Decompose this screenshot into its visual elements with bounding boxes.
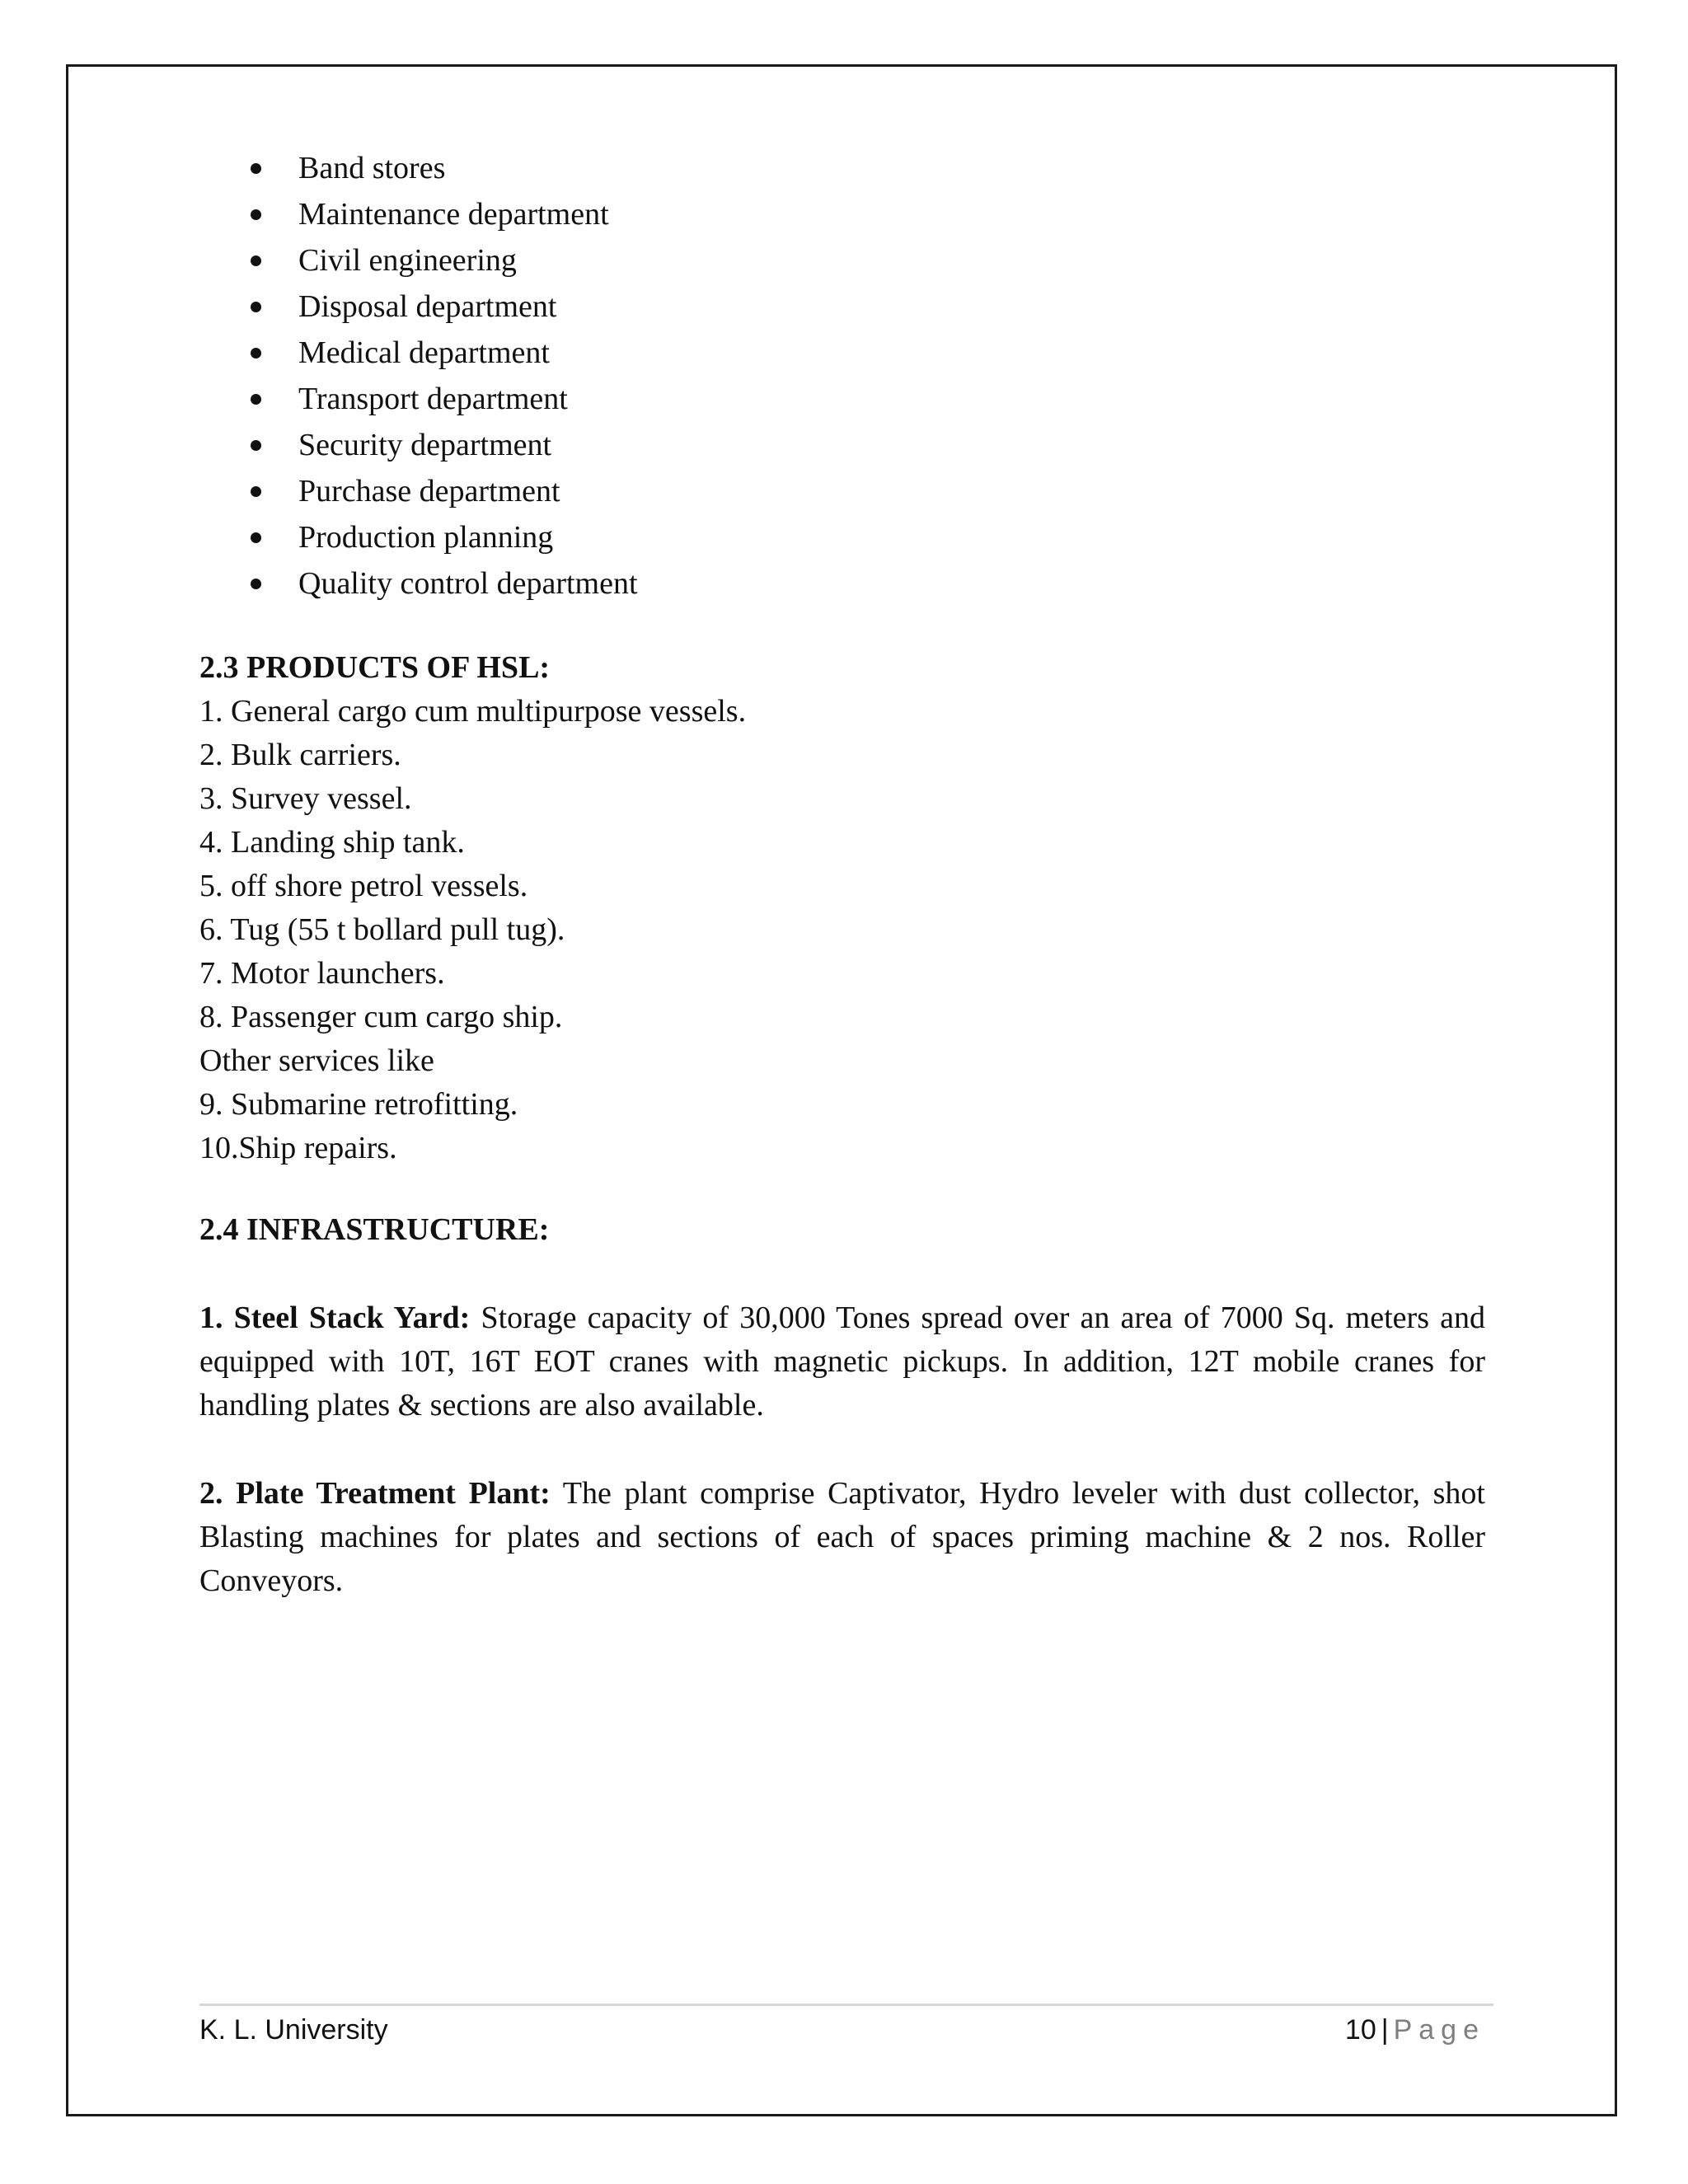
product-line: 4. Landing ship tank.	[199, 825, 465, 860]
infrastructure-heading: 2.4 INFRASTRUCTURE:	[199, 1212, 550, 1247]
bullet-icon	[251, 209, 261, 220]
list-item-label: Purchase department	[298, 474, 560, 509]
list-item	[199, 237, 1485, 284]
paragraph-title: 1. Steel Stack Yard:	[199, 1301, 471, 1335]
paragraph-title: 2. Plate Treatment Plant:	[199, 1476, 551, 1511]
list-item	[199, 422, 1485, 468]
list-item	[199, 376, 1485, 422]
bullet-icon	[251, 394, 261, 405]
product-line: 10.Ship repairs.	[199, 1131, 397, 1165]
bullet-icon	[251, 486, 261, 497]
bullet-icon	[251, 532, 261, 543]
infrastructure-paragraph	[199, 1296, 1485, 1427]
list-item-label: Transport department	[298, 382, 568, 416]
list-item	[199, 145, 1485, 191]
list-item	[199, 191, 1485, 237]
infrastructure-paragraph	[199, 1472, 1485, 1603]
product-line: 6. Tug (55 t bollard pull tug).	[199, 912, 565, 947]
page-content	[199, 145, 1485, 1603]
product-line: 2. Bulk carriers.	[199, 738, 401, 772]
list-item-label: Production planning	[298, 520, 554, 555]
bullet-icon	[251, 579, 261, 589]
bullet-icon	[251, 255, 261, 266]
paragraph-text: Storage capacity of 30,000 Tones spread over an area of 7000 Sq. meters and equipped with 10T, 16T EOT cranes with magnetic pickups. In addition, 12T mobile cranes for handling plates & sections are also available.	[199, 1301, 1485, 1422]
bullet-icon	[251, 163, 261, 174]
list-item	[199, 330, 1485, 376]
product-line: 5. off shore petrol vessels.	[199, 869, 528, 903]
bullet-icon	[251, 348, 261, 359]
product-line: 9. Submarine retrofitting.	[199, 1087, 518, 1122]
list-item-label: Quality control department	[298, 566, 638, 601]
list-item-label: Security department	[298, 428, 552, 462]
product-line: 7. Motor launchers.	[199, 956, 445, 991]
footer-separator: |	[1381, 2014, 1389, 2046]
paragraph-text: The plant comprise Captivator, Hydro leveler with dust collector, shot Blasting machines for plates and sections of each of spaces priming machine & 2 nos. Roller Conveyors.	[199, 1476, 1485, 1598]
list-item	[199, 468, 1485, 514]
list-item-label: Disposal department	[298, 289, 557, 324]
product-line: 8. Passenger cum cargo ship.	[199, 1000, 563, 1034]
bullet-icon	[251, 302, 261, 312]
list-item	[199, 560, 1485, 607]
products-heading: 2.3 PRODUCTS OF HSL:	[199, 650, 551, 685]
department-list	[199, 145, 1485, 607]
page-number: 10	[1344, 2014, 1376, 2046]
list-item-label: Maintenance department	[298, 197, 609, 232]
infrastructure-section	[199, 1208, 1485, 1603]
list-item-label: Band stores	[298, 151, 446, 185]
products-section	[199, 646, 1485, 1170]
footer-university: K. L. University	[199, 2014, 388, 2046]
product-line: 1. General cargo cum multipurpose vessels.	[199, 694, 747, 729]
page-label: Page	[1393, 2014, 1485, 2046]
footer-divider	[199, 2004, 1493, 2006]
list-item	[199, 284, 1485, 330]
list-item-label: Medical department	[298, 335, 550, 370]
list-item	[199, 514, 1485, 560]
list-item-label: Civil engineering	[298, 243, 517, 278]
bullet-icon	[251, 440, 261, 451]
product-line: 3. Survey vessel.	[199, 781, 412, 816]
footer-page-indicator	[1345, 2009, 1485, 2050]
product-line: Other services like	[199, 1043, 434, 1078]
